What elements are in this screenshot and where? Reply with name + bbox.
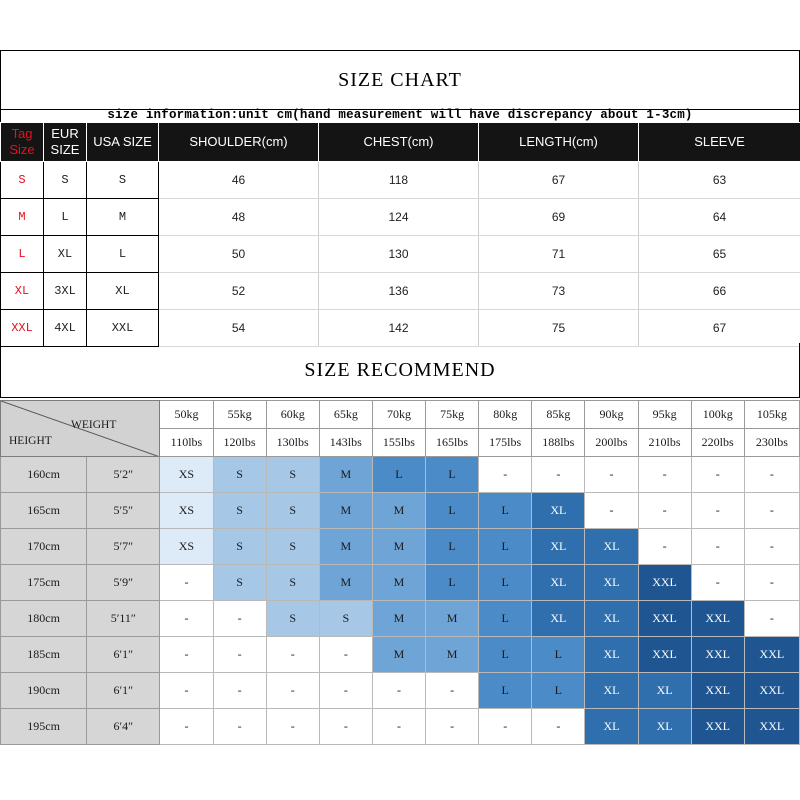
weight-kg-cell: 95kg — [638, 401, 691, 429]
recommended-size-cell: M — [319, 493, 372, 529]
recommended-size-cell: S — [213, 457, 266, 493]
weight-kg-cell: 85kg — [532, 401, 585, 429]
length-cell: 75 — [479, 310, 639, 347]
header-eur-size-line1: EUR — [51, 126, 79, 141]
weight-label: WEIGHT — [71, 419, 117, 431]
recommended-size-cell: S — [266, 457, 319, 493]
recommended-size-cell: M — [319, 457, 372, 493]
size-chart-subtitle-text: size information:unit cm(hand measurement will have discrepancy about 1-3cm) — [107, 108, 693, 122]
sleeve-cell: 66 — [639, 273, 800, 310]
height-cm-cell: 195cm — [1, 709, 87, 745]
recommended-size-cell: XXL — [638, 601, 691, 637]
recommended-size-cell: - — [160, 637, 213, 673]
height-ft-cell: 6′1″ — [87, 673, 160, 709]
height-ft-cell: 6′4″ — [87, 709, 160, 745]
recommended-size-cell: - — [744, 601, 799, 637]
recommended-size-cell: - — [319, 673, 372, 709]
length-cell: 73 — [479, 273, 639, 310]
recommended-size-cell: - — [372, 673, 425, 709]
height-ft-cell: 5′2″ — [87, 457, 160, 493]
usa-size-cell: M — [87, 199, 159, 236]
usa-size-cell: L — [87, 236, 159, 273]
size-recommend-title-text: SIZE RECOMMEND — [304, 358, 496, 381]
recommended-size-cell: XXL — [638, 637, 691, 673]
chest-cell: 124 — [319, 199, 479, 236]
recommended-size-cell: S — [319, 601, 372, 637]
recommended-size-cell: - — [691, 529, 744, 565]
height-ft-cell: 5′9″ — [87, 565, 160, 601]
recommended-size-cell: XXL — [638, 565, 691, 601]
recommended-size-cell: L — [426, 493, 479, 529]
shoulder-cell: 54 — [159, 310, 319, 347]
recommended-size-cell: S — [266, 601, 319, 637]
recommended-size-cell: - — [160, 565, 213, 601]
recommended-size-cell: - — [691, 565, 744, 601]
recommended-size-cell: XL — [585, 529, 638, 565]
recommended-size-cell: L — [426, 565, 479, 601]
header-usa-size: USA SIZE — [87, 123, 159, 162]
height-row — [1, 601, 800, 637]
recommended-size-cell: - — [585, 493, 638, 529]
weight-lbs-cell: 110lbs — [160, 429, 213, 457]
recommended-size-cell: M — [372, 529, 425, 565]
recommended-size-cell: XXL — [744, 709, 799, 745]
recommended-size-cell: - — [744, 565, 799, 601]
recommended-size-cell: S — [213, 529, 266, 565]
recommended-size-cell: XS — [160, 493, 213, 529]
shoulder-cell: 52 — [159, 273, 319, 310]
height-cm-cell: 165cm — [1, 493, 87, 529]
height-cm-cell: 170cm — [1, 529, 87, 565]
shoulder-cell: 46 — [159, 162, 319, 199]
weight-kg-cell: 100kg — [691, 401, 744, 429]
recommended-size-cell: XXL — [744, 673, 799, 709]
recommended-size-cell: - — [160, 709, 213, 745]
size-chart-row — [1, 162, 800, 199]
recommended-size-cell: XXL — [691, 637, 744, 673]
length-cell: 67 — [479, 162, 639, 199]
recommended-size-cell: - — [532, 709, 585, 745]
recommended-size-cell: - — [426, 673, 479, 709]
recommended-size-cell: XL — [585, 673, 638, 709]
weight-kg-cell: 60kg — [266, 401, 319, 429]
usa-size-cell: XXL — [87, 310, 159, 347]
recommended-size-cell: - — [266, 637, 319, 673]
header-eur-size-line2: SIZE — [50, 142, 80, 157]
height-cm-cell: 180cm — [1, 601, 87, 637]
recommended-size-cell: - — [213, 637, 266, 673]
recommended-size-cell: M — [319, 565, 372, 601]
size-chart-header-row — [1, 123, 800, 162]
size-chart-row — [1, 199, 800, 236]
recommended-size-cell: XL — [585, 637, 638, 673]
tag-size-cell: XL — [1, 273, 44, 310]
recommended-size-cell: L — [479, 565, 532, 601]
length-cell: 69 — [479, 199, 639, 236]
recommended-size-cell: - — [638, 529, 691, 565]
recommended-size-cell: XS — [160, 529, 213, 565]
recommended-size-cell: - — [213, 709, 266, 745]
length-cell: 71 — [479, 236, 639, 273]
tag-size-cell: M — [1, 199, 44, 236]
height-cm-cell: 175cm — [1, 565, 87, 601]
usa-size-cell: S — [87, 162, 159, 199]
weight-kg-cell: 105kg — [744, 401, 799, 429]
weight-kg-cell: 75kg — [426, 401, 479, 429]
sleeve-cell: 64 — [639, 199, 800, 236]
sleeve-cell: 63 — [639, 162, 800, 199]
eur-size-cell: S — [44, 162, 87, 199]
size-chart-row — [1, 310, 800, 347]
weight-lbs-cell: 188lbs — [532, 429, 585, 457]
size-sheet — [0, 50, 800, 748]
recommended-size-cell: XL — [585, 565, 638, 601]
recommended-size-cell: - — [638, 493, 691, 529]
height-row — [1, 493, 800, 529]
recommended-size-cell: XXL — [691, 673, 744, 709]
weight-lbs-cell: 120lbs — [213, 429, 266, 457]
recommended-size-cell: XL — [532, 493, 585, 529]
tag-size-cell: L — [1, 236, 44, 273]
recommended-size-cell: XXL — [744, 637, 799, 673]
header-sleeve: SLEEVE — [639, 123, 800, 162]
weight-lbs-cell: 210lbs — [638, 429, 691, 457]
chest-cell: 118 — [319, 162, 479, 199]
eur-size-cell: 3XL — [44, 273, 87, 310]
recommended-size-cell: S — [213, 565, 266, 601]
recommended-size-cell: - — [479, 709, 532, 745]
recommended-size-cell: S — [266, 565, 319, 601]
recommended-size-cell: - — [266, 709, 319, 745]
header-tag-size-line2: Size — [9, 142, 35, 157]
recommended-size-cell: - — [744, 457, 799, 493]
eur-size-cell: XL — [44, 236, 87, 273]
size-chart-table — [0, 122, 800, 347]
size-chart-body — [1, 162, 800, 347]
header-eur-size — [44, 123, 87, 162]
recommended-size-cell: L — [479, 529, 532, 565]
recommended-size-cell: XXL — [691, 709, 744, 745]
shoulder-cell: 48 — [159, 199, 319, 236]
height-ft-cell: 5′7″ — [87, 529, 160, 565]
recommended-size-cell: XL — [532, 529, 585, 565]
recommended-size-cell: - — [266, 673, 319, 709]
recommended-size-cell: - — [372, 709, 425, 745]
weight-kg-cell: 80kg — [479, 401, 532, 429]
recommended-size-cell: M — [426, 601, 479, 637]
height-row — [1, 529, 800, 565]
recommended-size-cell: L — [532, 637, 585, 673]
shoulder-cell: 50 — [159, 236, 319, 273]
recommended-size-cell: - — [691, 457, 744, 493]
height-weight-corner — [1, 401, 160, 457]
header-shoulder: SHOULDER(cm) — [159, 123, 319, 162]
height-ft-cell: 6′1″ — [87, 637, 160, 673]
tag-size-cell: S — [1, 162, 44, 199]
recommended-size-cell: L — [426, 457, 479, 493]
recommended-size-cell: L — [532, 673, 585, 709]
recommended-size-cell: - — [479, 457, 532, 493]
recommended-size-cell: L — [372, 457, 425, 493]
weight-lbs-cell: 130lbs — [266, 429, 319, 457]
weight-lbs-cell: 200lbs — [585, 429, 638, 457]
weight-kg-cell: 55kg — [213, 401, 266, 429]
height-row — [1, 565, 800, 601]
recommended-size-cell: M — [372, 493, 425, 529]
weight-lbs-cell: 155lbs — [372, 429, 425, 457]
recommended-size-cell: XL — [585, 709, 638, 745]
recommended-size-cell: - — [532, 457, 585, 493]
sleeve-cell: 67 — [639, 310, 800, 347]
recommended-size-cell: - — [744, 529, 799, 565]
tag-size-cell: XXL — [1, 310, 44, 347]
weight-kg-cell: 50kg — [160, 401, 213, 429]
height-row — [1, 457, 800, 493]
weight-kg-cell: 70kg — [372, 401, 425, 429]
recommended-size-cell: - — [744, 493, 799, 529]
recommended-size-cell: S — [266, 529, 319, 565]
weight-lbs-cell: 165lbs — [426, 429, 479, 457]
recommended-size-cell: M — [319, 529, 372, 565]
height-ft-cell: 5′11″ — [87, 601, 160, 637]
height-cm-cell: 190cm — [1, 673, 87, 709]
recommended-size-cell: - — [691, 493, 744, 529]
recommended-size-cell: - — [160, 673, 213, 709]
recommended-size-cell: M — [372, 601, 425, 637]
recommended-size-cell: XL — [638, 709, 691, 745]
eur-size-cell: 4XL — [44, 310, 87, 347]
weight-kg-cell: 65kg — [319, 401, 372, 429]
recommended-size-cell: S — [213, 493, 266, 529]
header-tag-size-line1: Tag — [11, 126, 33, 141]
size-chart-title-text: SIZE CHART — [338, 68, 462, 91]
recommended-size-cell: S — [266, 493, 319, 529]
header-length: LENGTH(cm) — [479, 123, 639, 162]
header-tag-size — [1, 123, 44, 162]
height-cm-cell: 160cm — [1, 457, 87, 493]
weight-lbs-cell: 230lbs — [744, 429, 799, 457]
recommended-size-cell: - — [585, 457, 638, 493]
chest-cell: 142 — [319, 310, 479, 347]
recommended-size-cell: M — [426, 637, 479, 673]
size-chart-row — [1, 273, 800, 310]
recommended-size-cell: L — [426, 529, 479, 565]
recommended-size-cell: XL — [532, 601, 585, 637]
weight-kg-row — [1, 401, 800, 429]
recommended-size-cell: M — [372, 637, 425, 673]
eur-size-cell: L — [44, 199, 87, 236]
usa-size-cell: XL — [87, 273, 159, 310]
weight-kg-cell: 90kg — [585, 401, 638, 429]
recommended-size-cell: - — [319, 709, 372, 745]
recommended-size-cell: - — [319, 637, 372, 673]
height-row — [1, 637, 800, 673]
recommended-size-cell: - — [638, 457, 691, 493]
sleeve-cell: 65 — [639, 236, 800, 273]
recommended-size-cell: XL — [638, 673, 691, 709]
size-recommend-body — [1, 401, 800, 745]
size-recommend-title — [0, 343, 800, 398]
chest-cell: 130 — [319, 236, 479, 273]
recommended-size-cell: XL — [585, 601, 638, 637]
chest-cell: 136 — [319, 273, 479, 310]
size-chart-title — [0, 50, 800, 110]
weight-lbs-cell: 220lbs — [691, 429, 744, 457]
recommended-size-cell: L — [479, 601, 532, 637]
recommended-size-cell: - — [426, 709, 479, 745]
height-label: HEIGHT — [9, 435, 52, 447]
weight-lbs-cell: 175lbs — [479, 429, 532, 457]
recommended-size-cell: L — [479, 673, 532, 709]
height-cm-cell: 185cm — [1, 637, 87, 673]
recommended-size-cell: - — [160, 601, 213, 637]
recommended-size-cell: XL — [532, 565, 585, 601]
recommended-size-cell: XS — [160, 457, 213, 493]
weight-lbs-cell: 143lbs — [319, 429, 372, 457]
size-recommend-table — [0, 400, 800, 745]
recommended-size-cell: - — [213, 601, 266, 637]
recommended-size-cell: XXL — [691, 601, 744, 637]
height-ft-cell: 5′5″ — [87, 493, 160, 529]
recommended-size-cell: - — [213, 673, 266, 709]
header-chest: CHEST(cm) — [319, 123, 479, 162]
recommended-size-cell: L — [479, 637, 532, 673]
recommended-size-cell: M — [372, 565, 425, 601]
height-row — [1, 673, 800, 709]
recommended-size-cell: L — [479, 493, 532, 529]
size-chart-subtitle — [0, 108, 800, 122]
size-chart-row — [1, 236, 800, 273]
height-row — [1, 709, 800, 745]
